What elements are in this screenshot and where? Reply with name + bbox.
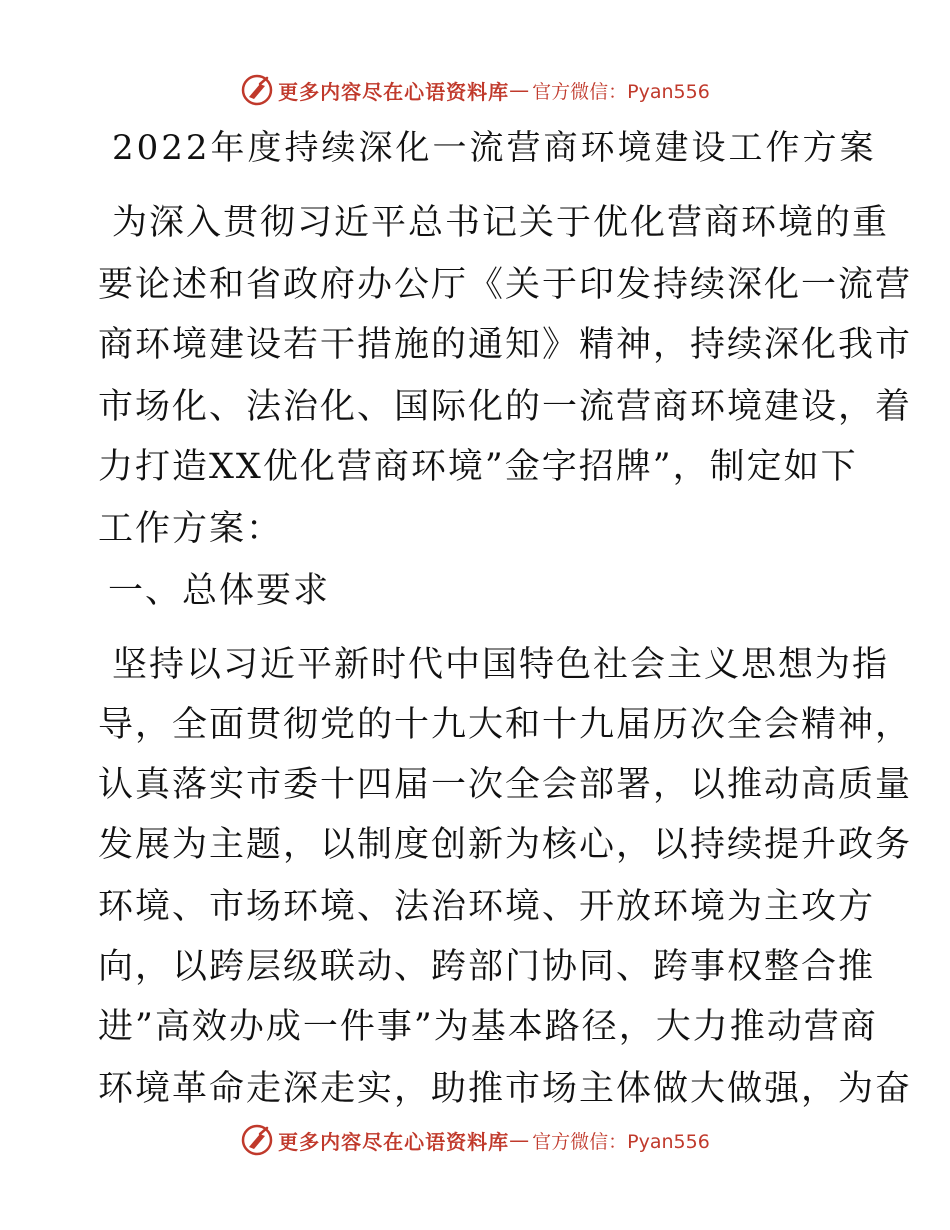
logo-icon: [240, 73, 274, 107]
paragraph-line: 环境、市场环境、法治环境、开放环境为主攻方: [98, 887, 876, 927]
section-heading: 一、总体要求: [108, 571, 331, 611]
logo-icon: [240, 1123, 274, 1157]
paragraph-line: 认真落实市委十四届一次全会部署，以推动高质量: [98, 765, 913, 805]
footer-banner: [0, 1120, 950, 1160]
paragraph-line: 发展为主题，以制度创新为核心，以持续提升政务: [98, 825, 913, 865]
paragraph-line: 向，以跨层级联动、跨部门协同、跨事权整合推: [98, 947, 876, 987]
paragraph-line: 市场化、法治化、国际化的一流营商环境建设，着: [98, 387, 913, 427]
paragraph-line: 为深入贯彻习近平总书记关于优化营商环境的重: [112, 203, 890, 243]
paragraph-line: 导，全面贯彻党的十九大和十九届历次全会精神，: [98, 705, 913, 745]
paragraph-line: 坚持以习近平新时代中国特色社会主义思想为指: [112, 645, 890, 685]
paragraph-line: 环境革命走深走实，助推市场主体做大做强，为奋: [98, 1069, 913, 1109]
header-banner: [0, 70, 950, 110]
banner-text: 更多内容尽在心语资料库: [278, 79, 510, 104]
document-title: 2022年度持续深化一流营商环境建设工作方案: [112, 128, 877, 168]
paragraph-line: 要论述和省政府办公厅《关于印发持续深化一流营: [98, 265, 913, 305]
banner-contact: 官方微信：Pyan556: [532, 1130, 710, 1153]
banner-text: 更多内容尽在心语资料库: [278, 1129, 510, 1154]
banner-contact: 官方微信：Pyan556: [532, 80, 710, 103]
paragraph-line: 工作方案：: [98, 509, 284, 549]
banner-dash: —: [509, 78, 531, 102]
paragraph-line: 进”高效办成一件事”为基本路径，大力推动营商: [98, 1007, 878, 1047]
banner-dash: —: [509, 1128, 531, 1152]
paragraph-line: 商环境建设若干措施的通知》精神，持续深化我市: [98, 325, 913, 365]
paragraph-line: 力打造XX优化营商环境”金字招牌”，制定如下: [98, 447, 858, 487]
